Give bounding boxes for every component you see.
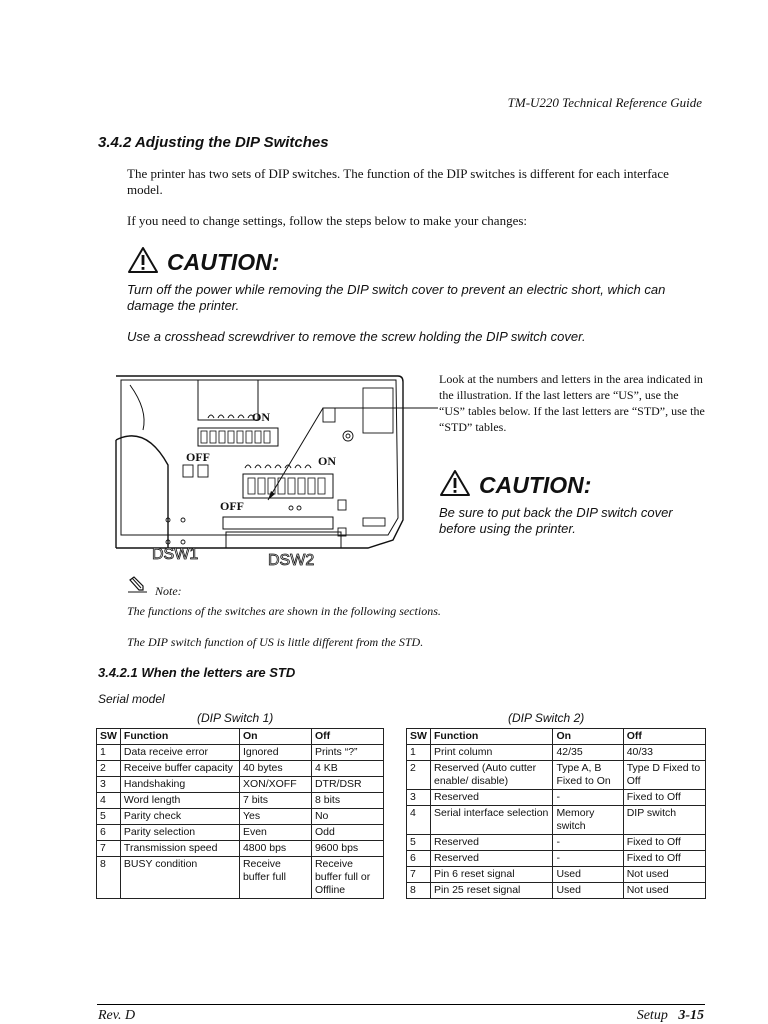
table-cell: Type A, B Fixed to On	[553, 761, 623, 790]
table-cell: Receive buffer capacity	[120, 761, 239, 777]
table-cell: Not used	[623, 883, 705, 899]
table-cell: Print column	[431, 745, 553, 761]
table-row	[407, 851, 706, 867]
dip-switch-2-table	[406, 728, 706, 899]
table-cell: Even	[239, 825, 311, 841]
dsw1-off-label: OFF	[186, 450, 210, 464]
column-header: Off	[311, 729, 383, 745]
table-cell: 40 bytes	[239, 761, 311, 777]
section-title: 3.4.2 Adjusting the DIP Switches	[98, 134, 329, 151]
table-cell: Handshaking	[120, 777, 239, 793]
table-row	[97, 857, 384, 899]
illustration-instructions: Look at the numbers and letters in the area indicated in the illustration. If the last letters are “US”, use the “US” tables below. If the last letters are “STD”, use the “STD” tables.	[439, 372, 705, 434]
warning-icon	[127, 246, 159, 279]
dip-switch-illustration	[108, 370, 438, 575]
table-row	[407, 790, 706, 806]
table-cell: Pin 6 reset signal	[431, 867, 553, 883]
table-cell: Transmission speed	[120, 841, 239, 857]
page-number: 3-15	[678, 1008, 704, 1023]
table-cell: 2	[407, 761, 431, 790]
table-row	[97, 777, 384, 793]
table2-caption: (DIP Switch 2)	[508, 711, 585, 725]
table-row	[407, 835, 706, 851]
table-cell: 1	[97, 745, 121, 761]
table-cell: No	[311, 809, 383, 825]
table-row	[407, 883, 706, 899]
table-cell: DTR/DSR	[311, 777, 383, 793]
column-header: Function	[431, 729, 553, 745]
dsw2-off-label: OFF	[220, 499, 244, 513]
caution-heading-2	[439, 469, 591, 502]
table-cell: Serial interface selection	[431, 806, 553, 835]
table-cell: -	[553, 790, 623, 806]
column-header: Function	[120, 729, 239, 745]
table-cell: BUSY condition	[120, 857, 239, 899]
table-row	[407, 761, 706, 790]
note-heading	[127, 576, 182, 599]
caution-text-3: Be sure to put back the DIP switch cover before using the printer.	[439, 505, 673, 536]
steps-paragraph: If you need to change settings, follow the steps below to make your changes:	[127, 213, 528, 228]
running-header: TM-U220 Technical Reference Guide	[507, 95, 702, 110]
table-cell: DIP switch	[623, 806, 705, 835]
table-cell: Type D Fixed to Off	[623, 761, 705, 790]
table-cell: 6	[407, 851, 431, 867]
note-label: Note:	[155, 584, 182, 598]
table-cell: 3	[97, 777, 121, 793]
model-label: Serial model	[98, 692, 165, 706]
table-header-row	[407, 729, 706, 745]
note-text-1: The functions of the switches are shown in the following sections.	[127, 604, 441, 618]
caution-text-2: Use a crosshead screwdriver to remove the screw holding the DIP switch cover.	[127, 329, 586, 344]
table-cell: 9600 bps	[311, 841, 383, 857]
table-cell: Parity selection	[120, 825, 239, 841]
table-cell: 40/33	[623, 745, 705, 761]
warning-icon	[439, 469, 471, 502]
table-row	[407, 867, 706, 883]
caution-label: CAUTION:	[167, 249, 280, 275]
table-cell: Word length	[120, 793, 239, 809]
table-cell: 4	[97, 793, 121, 809]
table-row	[407, 806, 706, 835]
table-row	[97, 841, 384, 857]
table-header-row	[97, 729, 384, 745]
dsw1-on-label: ON	[252, 410, 270, 424]
caution-heading	[127, 246, 279, 279]
table-row	[97, 825, 384, 841]
table-cell: Memory switch	[553, 806, 623, 835]
table-cell: 8	[97, 857, 121, 899]
table-cell: 3	[407, 790, 431, 806]
table-cell: 4800 bps	[239, 841, 311, 857]
caution-label-2: CAUTION:	[479, 472, 592, 498]
table-row	[97, 793, 384, 809]
footer-rule	[97, 1004, 705, 1005]
caution-text-1: Turn off the power while removing the DIP switch cover to prevent an electric short, which can damage the printer.	[127, 282, 666, 313]
table-cell: XON/XOFF	[239, 777, 311, 793]
table-cell: Parity check	[120, 809, 239, 825]
dip-switch-1-table	[96, 728, 384, 899]
table-row	[407, 745, 706, 761]
table-cell: Used	[553, 867, 623, 883]
table-cell: Receive buffer full	[239, 857, 311, 899]
table-cell: Fixed to Off	[623, 851, 705, 867]
table-cell: Used	[553, 883, 623, 899]
table-cell: Pin 25 reset signal	[431, 883, 553, 899]
intro-paragraph: The printer has two sets of DIP switches. The function of the DIP switches is different for each interface model.	[127, 166, 669, 197]
table-cell: 8	[407, 883, 431, 899]
table-cell: 7	[97, 841, 121, 857]
table-cell: 1	[407, 745, 431, 761]
subsection-title: 3.4.2.1 When the letters are STD	[98, 665, 296, 680]
footer-page	[637, 1008, 704, 1024]
table-row	[97, 745, 384, 761]
table-cell: 4	[407, 806, 431, 835]
table-cell: 7 bits	[239, 793, 311, 809]
column-header: SW	[97, 729, 121, 745]
table-cell: 2	[97, 761, 121, 777]
table-cell: Reserved (Auto cutter enable/ disable)	[431, 761, 553, 790]
table-cell: 4 KB	[311, 761, 383, 777]
table-cell: Not used	[623, 867, 705, 883]
table-cell: Fixed to Off	[623, 790, 705, 806]
table-cell: Fixed to Off	[623, 835, 705, 851]
table-cell: 5	[407, 835, 431, 851]
dsw2-label: DSW2	[268, 552, 315, 569]
note-text-2: The DIP switch function of US is little different from the STD.	[127, 635, 424, 649]
table-cell: Yes	[239, 809, 311, 825]
table-cell: Reserved	[431, 835, 553, 851]
table-cell: 42/35	[553, 745, 623, 761]
table-cell: 7	[407, 867, 431, 883]
pencil-icon	[127, 576, 149, 599]
table-cell: Reserved	[431, 851, 553, 867]
table1-caption: (DIP Switch 1)	[197, 711, 274, 725]
footer-revision: Rev. D	[98, 1008, 136, 1023]
table-cell: Data receive error	[120, 745, 239, 761]
table-row	[97, 761, 384, 777]
table-cell: 5	[97, 809, 121, 825]
table-cell: Odd	[311, 825, 383, 841]
table-cell: Prints “?”	[311, 745, 383, 761]
dsw1-label: DSW1	[152, 546, 199, 563]
table-cell: Receive buffer full or Offline	[311, 857, 383, 899]
column-header: Off	[623, 729, 705, 745]
table-cell: -	[553, 835, 623, 851]
column-header: SW	[407, 729, 431, 745]
column-header: On	[553, 729, 623, 745]
column-header: On	[239, 729, 311, 745]
table-cell: 8 bits	[311, 793, 383, 809]
dsw2-on-label: ON	[318, 454, 336, 468]
table-cell: Ignored	[239, 745, 311, 761]
table-row	[97, 809, 384, 825]
table-cell: 6	[97, 825, 121, 841]
footer-section: Setup	[636, 1008, 668, 1023]
table-cell: Reserved	[431, 790, 553, 806]
table-cell: -	[553, 851, 623, 867]
